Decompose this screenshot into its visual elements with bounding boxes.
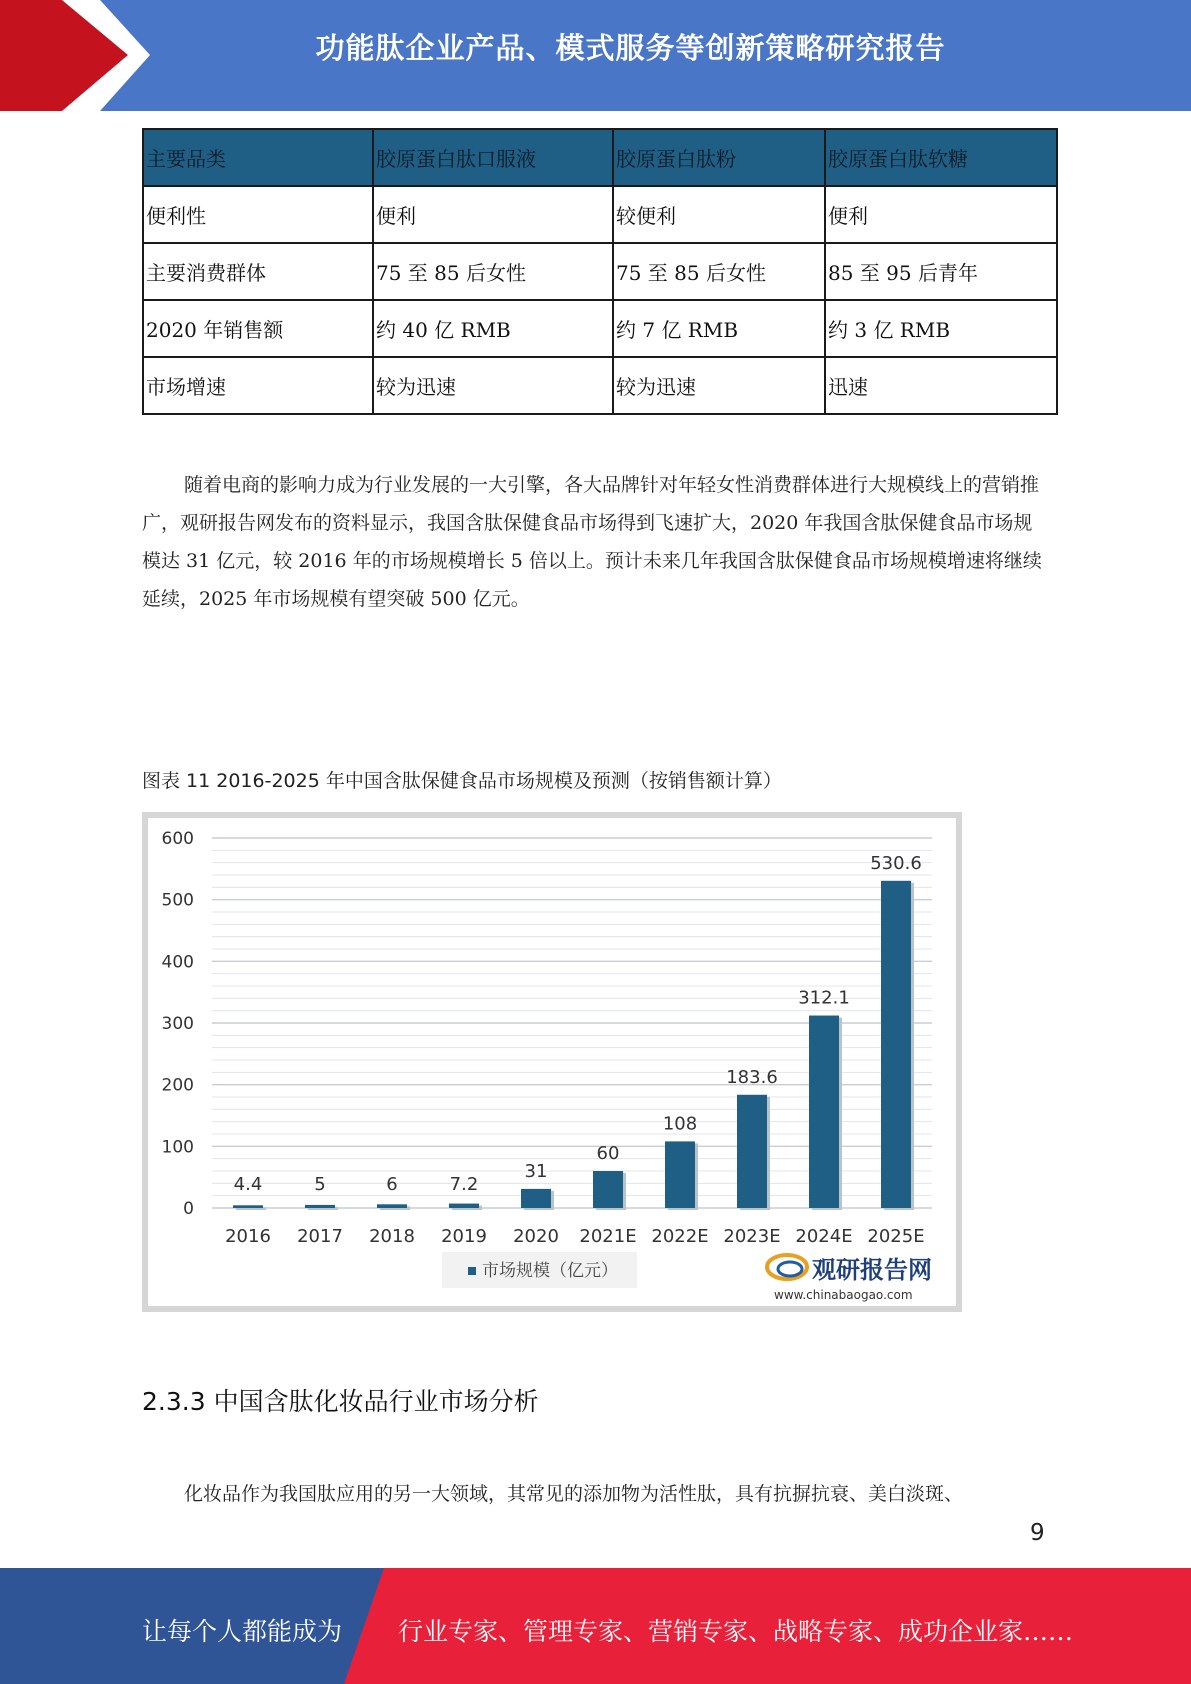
data-label: 530.6 — [870, 852, 922, 874]
data-label: 108 — [662, 1113, 698, 1135]
footer-slogan-left: 让每个人都能成为 — [142, 1617, 343, 1646]
data-label: 5 — [314, 1174, 326, 1195]
page-header — [0, 0, 1191, 111]
table-cell: 迅速 — [825, 357, 1057, 414]
table-cell: 约 7 亿 RMB — [613, 300, 825, 357]
table-row — [143, 357, 1057, 414]
figure-caption: 图表 11 2016-2025 年中国含肽保健食品市场规模及预测（按销售额计算） — [142, 770, 782, 792]
section-heading — [142, 1382, 539, 1418]
bar — [737, 1095, 767, 1208]
x-tick-label: 2021E — [579, 1226, 637, 1247]
table-cell: 较为迅速 — [373, 357, 613, 414]
x-tick-label: 2022E — [651, 1226, 709, 1247]
x-tick-label: 2019 — [441, 1226, 487, 1247]
bar — [593, 1171, 623, 1208]
x-tick-label: 2025E — [867, 1226, 925, 1247]
x-tick-label: 2020 — [513, 1226, 559, 1247]
table-cell: 约 40 亿 RMB — [373, 300, 613, 357]
y-tick-label: 100 — [161, 1137, 194, 1158]
data-label: 183.6 — [726, 1066, 778, 1088]
table-row — [143, 243, 1057, 300]
y-tick-label: 200 — [161, 1075, 194, 1096]
x-tick-label: 2024E — [795, 1226, 853, 1247]
x-tick-label: 2016 — [225, 1226, 271, 1247]
data-label: 6 — [386, 1174, 398, 1195]
y-tick-label: 400 — [161, 952, 194, 973]
table-cell: 75 至 85 后女性 — [613, 243, 825, 300]
body-paragraph-2: 化妆品作为我国肽应用的另一大领域，其常见的添加物为活性肽，具有抗摒抗衰、美白淡斑、 — [184, 1483, 964, 1505]
table-cell: 约 3 亿 RMB — [825, 300, 1057, 357]
x-tick-label: 2017 — [297, 1226, 343, 1247]
table-header-cell: 胶原蛋白肽口服液 — [373, 129, 613, 186]
table-row — [143, 186, 1057, 243]
bar — [233, 1205, 263, 1208]
market-size-chart — [142, 812, 962, 1312]
section-number: 2.3.3 — [142, 1387, 206, 1416]
legend-swatch — [468, 1267, 476, 1275]
page-number: 9 — [1030, 1520, 1045, 1546]
bar-chart-svg — [142, 812, 962, 1312]
data-label: 4.4 — [233, 1174, 263, 1195]
table-header-cell: 主要品类 — [143, 129, 373, 186]
data-label: 7.2 — [449, 1174, 479, 1195]
data-label: 60 — [596, 1143, 620, 1164]
watermark-url: www.chinabaogao.com — [774, 1288, 913, 1302]
watermark-logo — [767, 1255, 932, 1302]
bar — [305, 1205, 335, 1208]
section-title: 中国含肽化妆品行业市场分析 — [213, 1387, 539, 1416]
table-cell: 较为迅速 — [613, 357, 825, 414]
data-label: 312.1 — [798, 987, 850, 1009]
report-title: 功能肽企业产品、模式服务等创新策略研究报告 — [315, 31, 946, 65]
table-cell: 市场增速 — [143, 357, 373, 414]
table-header-row — [143, 129, 1057, 186]
table-header-cell: 胶原蛋白肽软糖 — [825, 129, 1057, 186]
table-cell: 便利 — [373, 186, 613, 243]
x-tick-label: 2018 — [369, 1226, 415, 1247]
table-cell: 较便利 — [613, 186, 825, 243]
y-tick-label: 600 — [161, 829, 194, 849]
data-label: 31 — [524, 1160, 548, 1182]
header-arrow-decoration — [0, 0, 160, 111]
y-tick-label: 500 — [161, 890, 194, 911]
y-tick-label: 0 — [183, 1199, 194, 1219]
table-row — [143, 300, 1057, 357]
table-cell: 2020 年销售额 — [143, 300, 373, 357]
watermark-text: 观研报告网 — [812, 1256, 932, 1284]
bar — [377, 1204, 407, 1208]
bar — [809, 1016, 839, 1208]
table-cell: 主要消费群体 — [143, 243, 373, 300]
legend-label: 市场规模（亿元） — [482, 1261, 618, 1281]
bar — [449, 1204, 479, 1208]
body-paragraph: 随着电商的影响力成为行业发展的一大引擎，各大品牌针对年轻女性消费群体进行大规模线上的营销推广，观研报告网发布的资料显示，我国含肽保健食品市场得到飞速扩大，2020 年我国含肽保健食品市场规模达 31 亿元，较 2016 年的市场规模增长 5 倍以上。预计未来几年我国含肽保健食品市场规模增速将继续延续，2025 年市场规模有望突破 500 亿元。 — [142, 474, 1042, 610]
x-tick-label: 2023E — [723, 1226, 781, 1247]
table-cell: 85 至 95 后青年 — [825, 243, 1057, 300]
table-cell: 75 至 85 后女性 — [373, 243, 613, 300]
bar — [881, 881, 911, 1208]
table-header-cell: 胶原蛋白肽粉 — [613, 129, 825, 186]
product-comparison-table — [142, 128, 1058, 415]
table-cell: 便利性 — [143, 186, 373, 243]
table-cell: 便利 — [825, 186, 1057, 243]
y-tick-label: 300 — [161, 1014, 194, 1034]
footer-slogan-right: 行业专家、管理专家、营销专家、战略专家、成功企业家…… — [398, 1617, 1074, 1646]
bar — [521, 1189, 551, 1208]
bar — [665, 1141, 695, 1208]
